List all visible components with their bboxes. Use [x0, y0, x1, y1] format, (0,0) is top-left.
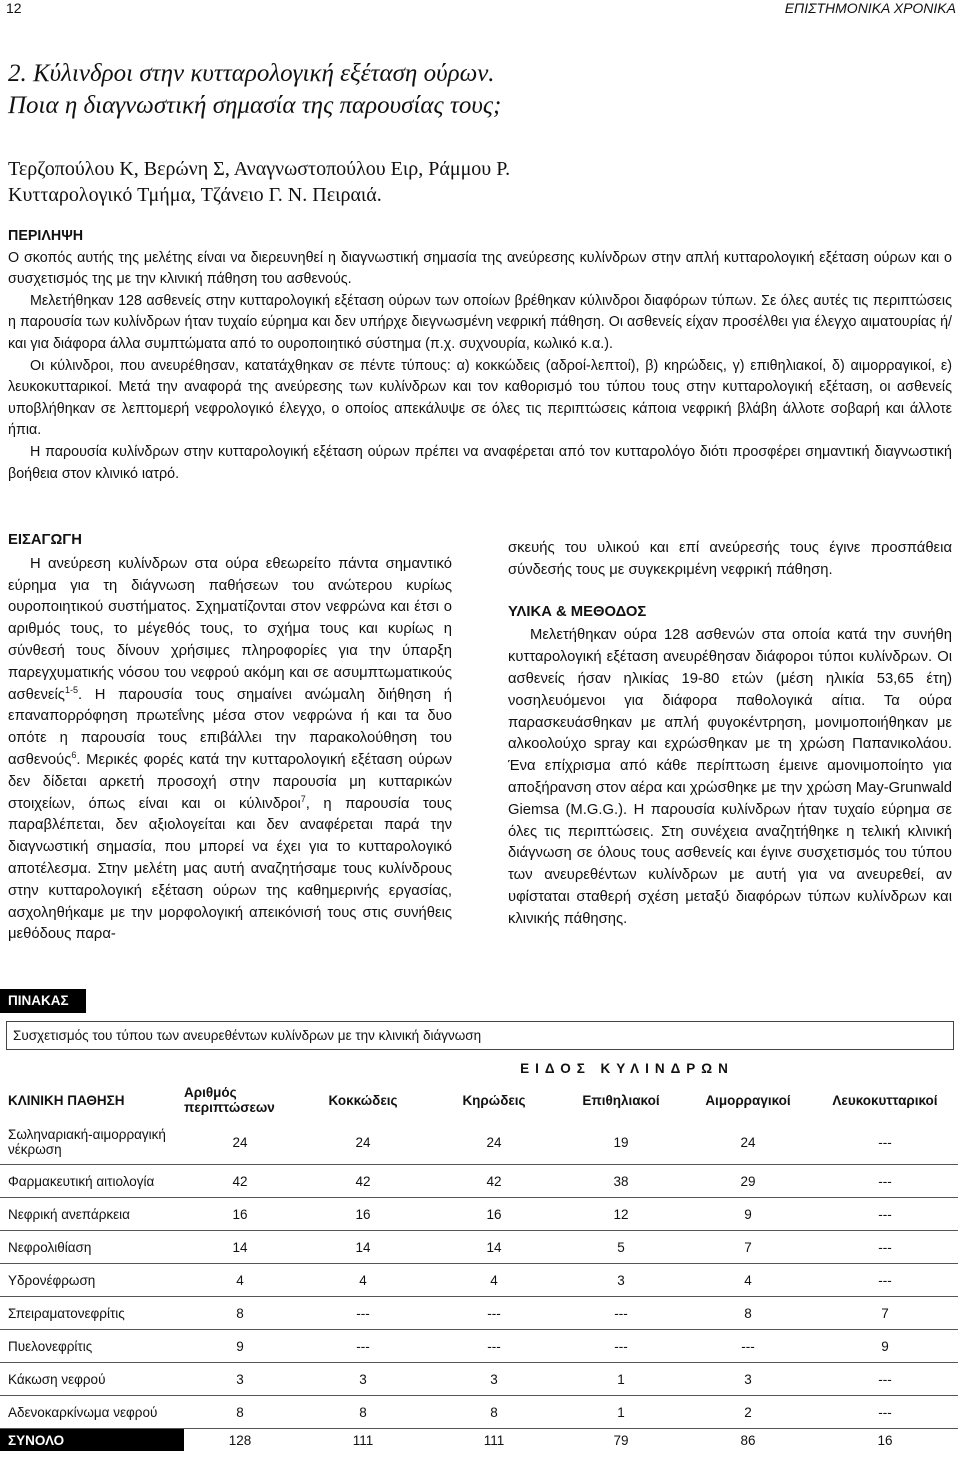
abstract-paragraph-2: Μελετήθηκαν 128 ασθενείς στην κυτταρολογική εξέταση ούρων των οποίων βρέθηκαν κύλινδροι διαφόρων τύπων. Σε όλες αυτές τις περιπτώσεις η παρουσία των κυλίνδρων ήταν τυχαίο εύρημα και δεν υπήρχε διεγνωσμένη νεφρική πάθηση. Οι ασθενείς είχαν προσέλθει για έλεγχο αιματουρίας ή/και για διάφορα άλλα συμπτώματα από το ουροποιητικό σύστημα (π.χ. συχνουρία, κωλικό κ.α.). — [8, 292, 952, 352]
table-cell: 7 — [684, 1231, 812, 1264]
table-cell: 16 — [877, 1432, 893, 1448]
table-cell: 9 — [684, 1198, 812, 1231]
methods-column — [508, 538, 952, 931]
table-row — [0, 1198, 958, 1231]
author-affiliation: Κυτταρολογικό Τμήμα, Τζάνειο Γ. Ν. Πειραιά. — [8, 184, 382, 206]
intro-text-part-3: . Μερικές φορές κατά την κυτταρολογική εξέταση ούρων δεν δίδεται αρκετή προσοχή στην παρουσία μη κυτταρικών στοιχείων, όπως είναι και οι κύλινδροι — [8, 751, 452, 812]
table-cell: 2 — [684, 1396, 812, 1429]
table-cell: 128 — [228, 1432, 252, 1448]
column-header-type: Κοκκώδεις — [328, 1092, 398, 1108]
table-cell: --- — [812, 1396, 958, 1429]
abstract-heading: ΠΕΡΙΛΗΨΗ — [8, 228, 84, 244]
table-cell: 42 — [430, 1165, 558, 1198]
table-cell: 111 — [352, 1432, 374, 1448]
reference-superscript: 7 — [300, 793, 306, 804]
clinical-condition: Νεφρολιθίαση — [0, 1231, 184, 1264]
column-header-type: Λευκοκυτταρικοί — [832, 1092, 938, 1108]
authors-block — [8, 156, 948, 208]
column-header-clinical: ΚΛΙΝΙΚΗ ΠΑΘΗΣΗ — [8, 1092, 125, 1108]
table-label: ΠΙΝΑΚΑΣ — [0, 989, 86, 1013]
table-cell: 5 — [558, 1231, 684, 1264]
table-cell: 4 — [684, 1264, 812, 1297]
table-total-row — [0, 1429, 958, 1452]
table-cell: --- — [812, 1231, 958, 1264]
table-header-row — [0, 1080, 958, 1120]
table-cell: 16 — [430, 1198, 558, 1231]
intro-text-part-4: , η παρουσία τους παραβλέπεται, δεν αξιολογείται και δεν αναφέρεται παρά την διαγνωστική σημασία, που μπορεί να έχει για το κυτταρολογικό αποτέλεσμα. Στην μελέτη μας αυτή αναζητήσαμε τους κυλίνδρους στην κυτταρολογική εξέταση ούρων της καθημερινής εργασίας, ασχοληθήκαμε με την μορφολογική απεικόνισή τους στις συνήθεις μεθόδους παρα- — [8, 795, 452, 943]
introduction-text — [8, 554, 452, 946]
table-cell: 42 — [184, 1165, 296, 1198]
table-cell: 7 — [812, 1297, 958, 1330]
table-cell: 3 — [684, 1363, 812, 1396]
abstract-paragraph-4: Η παρουσία κυλίνδρων στην κυτταρολογική εξέταση ούρων πρέπει να αναφέρεται από τον κυτταρολόγο διότι προσφέρει σημαντική διαγνωστική βοήθεια στον κλινικό ιατρό. — [8, 443, 952, 482]
table-cell: 4 — [430, 1264, 558, 1297]
table-cell: 16 — [184, 1198, 296, 1231]
table-group-header-row — [0, 1056, 958, 1080]
table-row — [0, 1297, 958, 1330]
introduction-column — [8, 530, 452, 946]
reference-superscript: 1-5 — [64, 684, 78, 695]
table-cell: 111 — [483, 1432, 505, 1448]
table-cell: 8 — [430, 1396, 558, 1429]
table-row — [0, 1165, 958, 1198]
table-cell: --- — [812, 1165, 958, 1198]
article-title-line2: Ποια η διαγνωστική σημασία της παρουσίας τους; — [8, 92, 502, 119]
table-cell: --- — [684, 1330, 812, 1363]
abstract-paragraph-1: Ο σκοπός αυτής της μελέτης είναι να διερευνηθεί η διαγνωστική σημασία της ανεύρεσης κυλίνδρων στην απλή κυτταρολογική εξέταση ούρων και ο συσχετισμός της με την κλινική πάθηση του ασθενούς. — [8, 249, 952, 288]
abstract — [8, 226, 952, 485]
table-cell: 14 — [184, 1231, 296, 1264]
intro-text-part-2: . Η παρουσία τους σημαίνει ανώμαλη διήθηση ή επαναπορρόφηση πρωτεΐνης μέσα στον νεφρώνα ή και τα δυο οπότε η παρουσία τους επιβάλλει την παρακολούθηση του ασθενούς — [8, 686, 452, 768]
table-cell: 3 — [296, 1363, 430, 1396]
table-cell: 8 — [184, 1396, 296, 1429]
clinical-condition: Κάκωση νεφρού — [0, 1363, 184, 1396]
table-row — [0, 1363, 958, 1396]
intro-text-part-1: Η ανεύρεση κυλίνδρων στα ούρα εθεωρείτο πάντα σημαντικό εύρημα για τη διάγνωση παθήσεων του ανώτερου κυρίως ουροποιητικού συστήματος. Σχηματίζονται στον νεφρώνα και έτσι ο αριθμός τους, το μέγεθός τους, το σχήμα τους και κυρίως η σύνθεσή τους δίνουν χρήσιμες πληροφορίες για την ύπαρξη παρεγχυματικής νόσου του νεφρού ακόμη και σε ασυμπτωματικούς ασθενείς — [8, 555, 452, 703]
clinical-condition: Σπειραματονεφρίτις — [0, 1297, 184, 1330]
table-cell: --- — [296, 1297, 430, 1330]
results-table — [0, 1056, 958, 1451]
table-cell: 4 — [296, 1264, 430, 1297]
table-cell: 86 — [740, 1432, 756, 1448]
table-cell: 3 — [184, 1363, 296, 1396]
clinical-condition: Πυελονεφρίτις — [0, 1330, 184, 1363]
clinical-condition: Αδενοκαρκίνωμα νεφρού — [0, 1396, 184, 1429]
cylinder-type-group-header: ΕΙΔΟΣ ΚΥΛΙΝΔΡΩΝ — [520, 1060, 734, 1076]
abstract-paragraph-3: Οι κύλινδροι, που ανευρέθησαν, κατατάχθηκαν σε πέντε τύπους: α) κοκκώδεις (αδροί-λεπτοί), β) κηρώδεις, γ) επιθηλιακοί, δ) αιμορραγικοί, ε) λευκοκυτταρικοί. Μετά την αναφορά της ανεύρεσης των κυλίνδρων και τον καθορισμό του τύπου τους στην κυτταρολογική εξέταση, οι ασθενείς υποβλήθηκαν σε λεπτομερή νεφρολογικό έλεγχο, ο οποίος απεκάλυψε σε όλες τις περιπτώσεις κάποια νεφρική βλάβη άλλοτε σοβαρή και άλλοτε ήπια. — [8, 357, 952, 439]
table-cell: 79 — [613, 1432, 629, 1448]
journal-title: ΕΠΙΣΤΗΜΟΝΙΚΑ ΧΡΟΝΙΚΑ — [784, 0, 956, 16]
introduction-heading: ΕΙΣΑΓΩΓΗ — [8, 532, 82, 548]
methods-text: Μελετήθηκαν ούρα 128 ασθενών στα οποία κατά την συνήθη κυτταρολογική εξέταση ανευρέθησαν διάφοροι τύποι κυλίνδρων. Οι ασθενείς ήσαν ηλικίας 19-80 ετών (μέση ηλικία 53,65 έτη) νοσηλευόμενοι για διάφορα παθολογικά αίτια. Τα ούρα παρασκευάσθηκαν με απλή φυγοκέντρηση, μονιμοποιήθηκαν με αλκοολούχο spray και εχρώσθηκαν με τη χρώση Παπανικολάου. Ένα επίχρισμα από κάθε περίπτωση έμεινε αμονιμοποίητο για αποξήρανση στον αέρα και χρώσθηκε με την χρώση May-Grunwald Giemsa (M.G.G.). Η παρουσία κυλίνδρων ήταν τυχαίο εύρημα σε όλες τις περιπτώσεις. Στη συνέχεια αναζητήθηκε η τελική κλινική διάγνωση σε όλους τους ασθενείς και έγινε συσχετισμός του τύπου των ανευρεθέντων κυλίνδρων με αυτή για να ανευρεθεί, αν υφίσταται σταθερή σχέση μεταξύ διαφόρων τύπων κυλίνδρων και κλινικής πάθησης. — [508, 627, 952, 927]
table-cell: 24 — [296, 1120, 430, 1165]
table-cell: 8 — [184, 1297, 296, 1330]
table-cell: --- — [296, 1330, 430, 1363]
table-cell: 14 — [430, 1231, 558, 1264]
page-number: 12 — [6, 0, 22, 16]
methods-heading: ΥΛΙΚΑ & ΜΕΘΟΔΟΣ — [508, 603, 647, 620]
table-cell: 42 — [296, 1165, 430, 1198]
table-cell: --- — [812, 1120, 958, 1165]
author-names: Τερζοπούλου Κ, Βερώνη Σ, Αναγνωστοπούλου Ειρ, Ράμμου Ρ. — [8, 158, 511, 180]
results-table-section — [0, 989, 960, 1451]
table-cell: 8 — [684, 1297, 812, 1330]
table-cell: 9 — [184, 1330, 296, 1363]
table-row — [0, 1396, 958, 1429]
table-row — [0, 1231, 958, 1264]
table-cell: --- — [812, 1198, 958, 1231]
table-cell: 29 — [684, 1165, 812, 1198]
clinical-condition: Σωληναριακή-αιμορραγική νέκρωση — [0, 1120, 184, 1165]
clinical-condition: Νεφρική ανεπάρκεια — [0, 1198, 184, 1231]
column-header-count: Αριθμός περιπτώσεων — [184, 1085, 275, 1115]
table-row — [0, 1120, 958, 1165]
table-cell: 12 — [558, 1198, 684, 1231]
page-header — [0, 0, 960, 22]
table-cell: 3 — [558, 1264, 684, 1297]
table-cell: 8 — [296, 1396, 430, 1429]
table-row — [0, 1264, 958, 1297]
column-header-type: Αιμορραγικοί — [705, 1092, 791, 1108]
article-title — [8, 58, 948, 122]
table-caption: Συσχετισμός του τύπου των ανευρεθέντων κυλίνδρων με την κλινική διάγνωση — [6, 1021, 954, 1050]
table-cell: 19 — [558, 1120, 684, 1165]
table-cell: 24 — [184, 1120, 296, 1165]
table-cell: --- — [430, 1297, 558, 1330]
table-cell: 4 — [184, 1264, 296, 1297]
table-cell: 9 — [812, 1330, 958, 1363]
article-title-line1: 2. Κύλινδροι στην κυτταρολογική εξέταση ούρων. — [8, 60, 495, 87]
clinical-condition: Υδρονέφρωση — [0, 1264, 184, 1297]
table-cell: 24 — [684, 1120, 812, 1165]
table-cell: 24 — [430, 1120, 558, 1165]
table-cell: --- — [558, 1297, 684, 1330]
table-cell: --- — [812, 1264, 958, 1297]
reference-superscript: 6 — [71, 750, 77, 761]
table-cell: --- — [812, 1363, 958, 1396]
introduction-continuation: σκευής του υλικού και επί ανεύρεσής τους έγινε προσπάθεια σύνδεσής τους με συγκεκριμένη νεφρική πάθηση. — [508, 540, 952, 578]
table-cell: 3 — [430, 1363, 558, 1396]
table-cell: 38 — [558, 1165, 684, 1198]
table-cell: --- — [430, 1330, 558, 1363]
clinical-condition: Φαρμακευτική αιτιολογία — [0, 1165, 184, 1198]
table-cell: 1 — [558, 1396, 684, 1429]
table-cell: 14 — [296, 1231, 430, 1264]
table-row — [0, 1330, 958, 1363]
column-header-type: Επιθηλιακοί — [582, 1092, 660, 1108]
table-cell: 16 — [296, 1198, 430, 1231]
table-cell: --- — [558, 1330, 684, 1363]
table-cell: 1 — [558, 1363, 684, 1396]
column-header-type: Κηρώδεις — [462, 1092, 526, 1108]
total-label: ΣΥΝΟΛΟ — [0, 1429, 184, 1452]
